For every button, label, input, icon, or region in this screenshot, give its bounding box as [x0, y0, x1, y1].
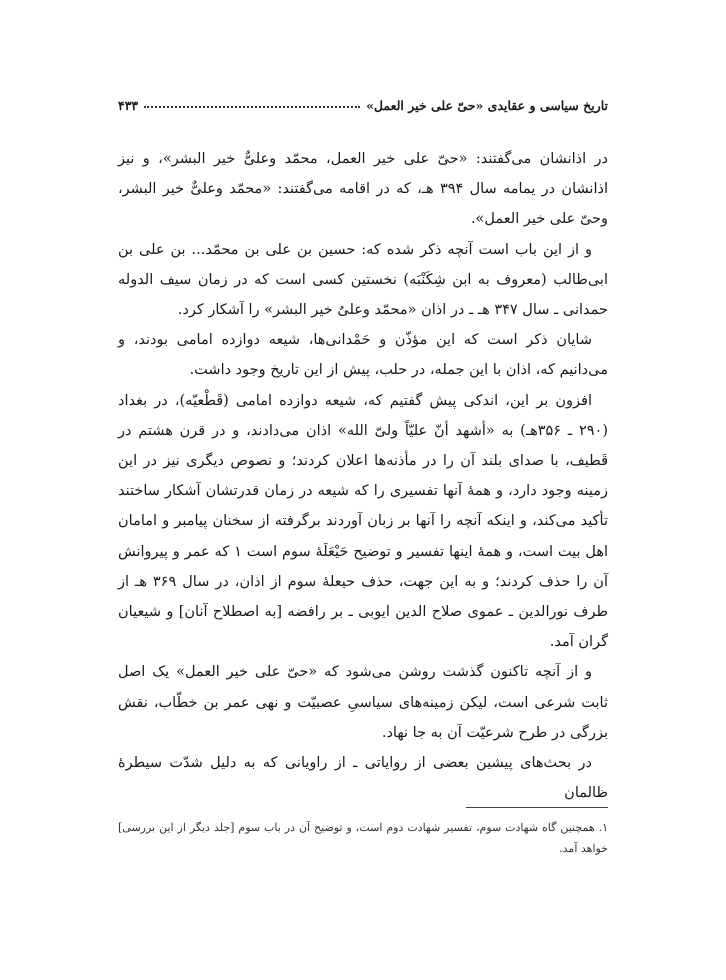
footnote-divider — [466, 807, 608, 808]
running-header — [118, 90, 608, 120]
paragraph: افزون بر این، اندکی پیش گفتیم که، شیعه دوازده امامی (قَطْعیّه)، در بغداد (۲۹۰ ـ ۳۵۶هـ) به «أشهد أنّ علیّاً ولیّ الله» اذان می‌دادند، و در قرن هشتم در قَطیف، با صدای بلند آن را در مأذنه‌ها اعلان کردند؛ و نصوص دیگری نیز در این زمینه وجود دارد، و همهٔ آنها تفسیری را که شیعه در زمان قدرتشان آشکار ساختند تأکید می‌کند، و اینکه آنچه را آنها بر زبان آوردند برگرفته از سخنان پیامبر و امامان اهل بیت است، و همهٔ اینها تفسیر و توضیح حَیْعَلَهٔ سوم است ۱ که عمر و پیروانش آن را حذف کردند؛ و به این جهت، حذف حیعلهٔ سوم از اذان، در سال ۳۶۹ هـ از طرف نورالدین ـ عموی صلاح الدین ایوبی ـ بر رافضه [به اصطلاح آنان] و شیعیان گران آمد. — [118, 392, 608, 651]
body-text — [118, 144, 608, 808]
header-dot-leader — [144, 106, 360, 108]
page-number: ۴۳۳ — [118, 97, 139, 113]
running-header-title: تاریخ سیاسی و عقایدی «حیّ علی خیر العمل» — [366, 97, 608, 113]
paragraph: در بحث‌های پیشین بعضی از روایاتی ـ از راویانی که به دلیل شدّت سیطرهٔ ظالمان — [118, 755, 608, 802]
footnote: ۱. همچنین گاه شهادت سوم، تفسیر شهادت دوم است، و توضیح آن در باب سوم [جلد دیگر از این بررسی] خواهد آمد. — [118, 821, 608, 855]
paragraph: در اذانشان می‌گفتند: «حیّ علی خیر العمل، محمّد وعلیٌّ خیر البشر»، و نیز اذانشان در یمامه سال ۳۹۴ هـ، که در اقامه می‌گفتند: «محمّد وعلیٌّ خیر البشر، وحیّ علی خیر العمل». — [118, 151, 608, 228]
document-page — [118, 90, 608, 890]
paragraph: و از این باب است آنچه ذکر شده که: حسین بن علی بن محمّد... بن علی بن ابی‌طالب (معروف به ابن شِکَنْبَه) نخستین کسی است که در زمان سیف الدوله حمدانی ـ سال ۳۴۷ هـ ـ در اذان «محمّد وعلیٌ خیر البشر» را آشکار کرد. — [118, 241, 608, 319]
paragraph: شایان ذکر است که این مؤذّن و حَمْدانی‌ها، شیعه دوازده امامی بودند، و می‌دانیم که، اذان با این جمله، در حلب، پیش از این تاریخ وجود داشت. — [118, 332, 608, 379]
paragraph: و از آنچه تاکنون گذشت روشن می‌شود که «حیّ علی خیر العمل» یک اصل ثابت شرعی است، لیکن زمینه‌های سیاسیِ عصبیّت و نهی عمر بن خطّاب، نقش بزرگی در طرح شرعیّت آن به جا نهاد. — [118, 664, 608, 741]
